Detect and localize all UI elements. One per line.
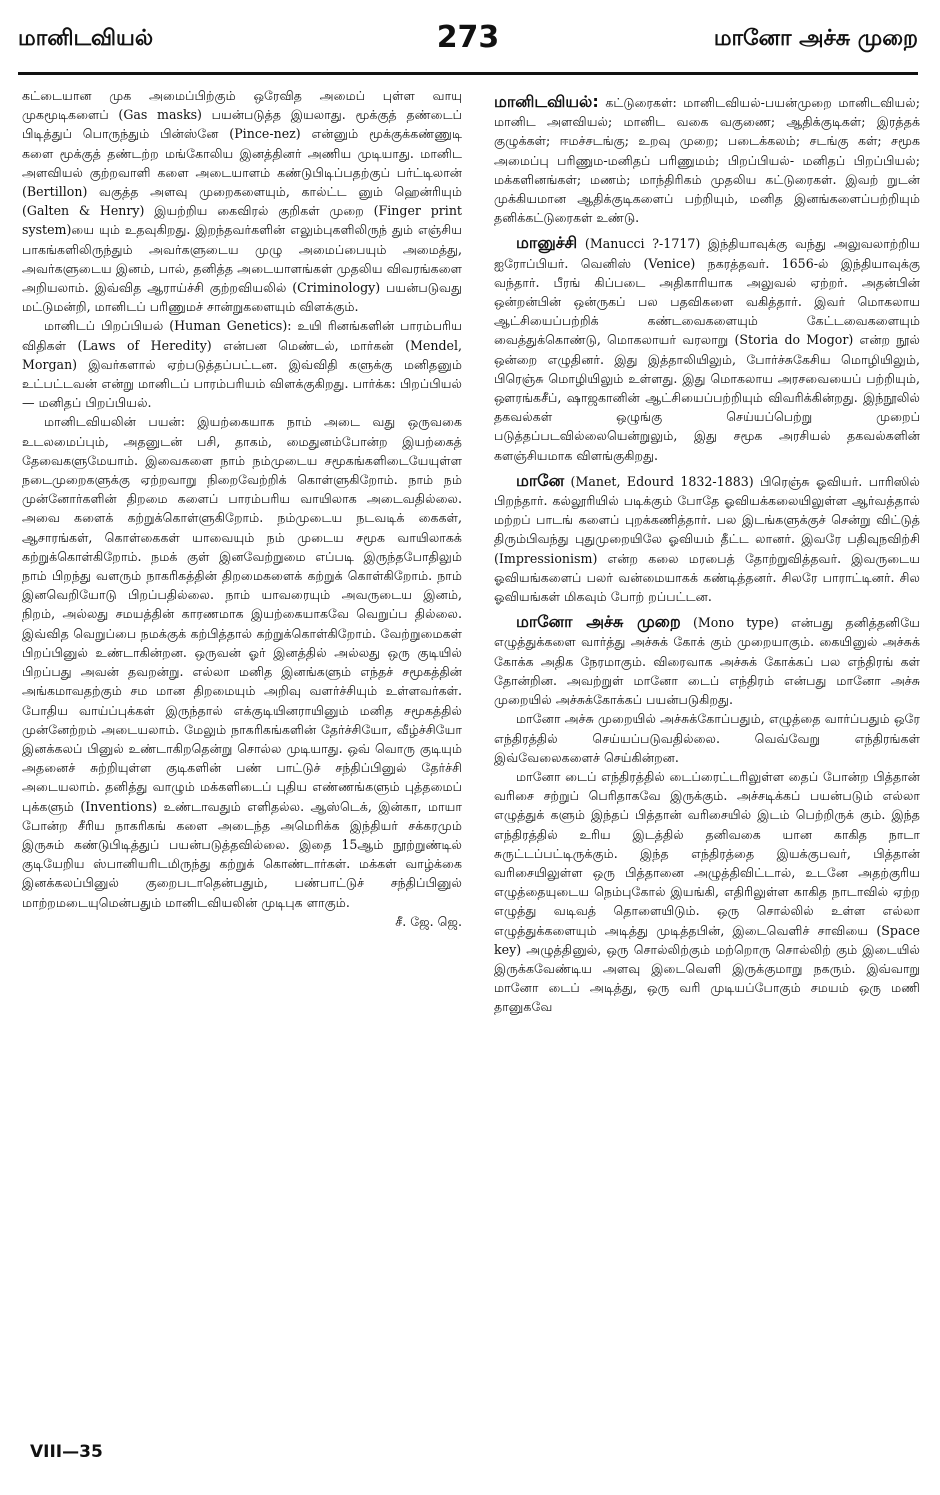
left-column (22, 86, 462, 1443)
paragraph-monotype-casting: மானோ அச்சு முறையில் அச்சுக்கோப்பதும், எழுத்தை வார்ப்பதும் ஒரே எந்திரத்தில் செய்யப்படுவதில்லை. வெவ்வேறு எந்திரங்கள் இவ்வேலைகளைச் செய்கின்றன. (494, 711, 920, 765)
entry-body: (Mono type) என்பது தனித்தனியே எழுத்துக்களை வார்த்து அச்சுக் கோக் கும் முறையாகும். கையினுல் அச்சுக் கோக்க அதிக நேரமாகும். விரைவாக அச்சுக் கோக்கப் பல எந்திரங் கள் தோன்றின. அவற்றுள் மானோ டைப் எந்திரம் என்பது மானோ அச்சு முறையில் அச்சுக்கோக்கப் பயன்படுகிறது. (494, 615, 920, 708)
right-column (494, 86, 920, 1443)
entry-manet (494, 471, 920, 606)
running-head-right: மானோ அச்சு முறை (713, 26, 918, 51)
paragraph-uses-of-anthropology: மானிடவியலின் பயன்: இயற்கையாக நாம் அடை வது ஒருவகை உடலமைப்பும், அதனுடன் பசி, தாகம், மைதுனம்போன்ற இயற்கைத் தேவைகளுமேயாம். இவைகளை நாம் நம்முடைய சமூகங்களிடையேயுள்ள நடைமுறைகளுக்கு ஏற்றவாறு நிறைவேற்றிக் கொள்ளுகிறோம். நாம் நம் முன்னோர்களின் திறமை களைப் பாரம்பரிய வாயிலாக அடைவதில்லை. அவை களைக் கற்றுக்கொள்ளுகிறோம். நம்முடைய நடவடிக் கைகள், ஆசாரங்கள், கொள்கைகள் யாவையும் நம் முடைய சமூக வாயிலாகக் கற்றுக்கொள்கிறோம். நமக் குள் இனவேற்றுமை எப்படி இருந்தபோதிலும் நாம் பிறந்து வளரும் நாகரிகத்தின் திறமைகளைக் கற்றுக் கொள்கிறோம். நாம் இனவெறியோடு பிறப்பதில்லை. நாம் யாவரையும் அவருடைய இனம், நிறம், அல்லது சமயத்தின் காரணமாக இயற்கையாகவே வெறுப்ப தில்லை. இவ்வித வெறுப்பை நமக்குக் கற்பித்தால் கற்றுக்கொள்கிறோம். வேற்றுமைகள் பிறப்பினுல் உண்டாகின்றன. ஒருவன் ஓர் இனத்தில் அல்லது ஒரு குடியில் பிறப்பது அவன் தவறன்று. எல்லா மனித இனங்களும் எந்தச் சமூகத்தின் அங்கமாவதற்கும் சம மான திறமையும் அறிவு வளர்ச்சியும் உள்ளவர்கள். போதிய வாய்ப்புக்கள் இருந்தால் எக்குடியினராயினும் மனித சமூகத்தில் முன்னேற்றம் அடையலாம். மேலும் நாகரிகங்களின் தேர்ச்சியோ, வீழ்ச்சியோ இனக்கலப் பினுல் உண்டாகிறதென்று சொல்ல முடியாது. ஒவ் வொரு குடியும் அதனைச் சுற்றியுள்ள குடிகளின் பண் பாட்டுச் சந்திப்பினுல் தேர்ச்சி அடையலாம். தனித்து வாழும் மக்களிடைப் புதிய எண்ணங்களும் புத்தமைப் புக்களும் (Inventions) உண்டாவதும் எளிதல்ல. ஆஸ்டெக், இன்கா, மாயா போன்ற சீரிய நாகரிகங் களை அடைந்த அமெரிக்க இந்தியர் சக்கரமும் இருசும் கண்டுபிடித்துப் பயன்படுத்தவில்லை. இதை 15ஆம் நூற்றுண்டில் குடியேறிய ஸ்பானியரிடமிருந்து கற்றுக் கொண்டார்கள். மக்கள் வாழ்க்கை இனக்கலப்பினுல் குறைபடாதென்பதும், பண்பாட்டுச் சந்திப்பினுல் மாற்றமடையுமென்பதும் மானிடவியலின் முடிபுக ளாகும். (22, 414, 462, 910)
paragraph-human-genetics: மானிடப் பிறப்பியல் (Human Genetics): உயி ரினங்களின் பாரம்பரிய விதிகள் (Laws of Heredity) என்பன மெண்டல், மார்கன் (Mendel, Morgan) இவர்களால் ஏற்படுத்தப்பட்டன. இவ்விதி களுக்கு மனிதனும் உட்பட்டவன் என்று மானிடப் பாரம்பரியம் விளக்குகிறது. பார்க்க: பிறப்பியல்— மனிதப் பிறப்பியல். (22, 318, 462, 411)
entry-title: மானுச்சி (516, 233, 578, 253)
page-number: 273 (436, 20, 500, 55)
entry-monotype (494, 612, 920, 709)
entry-manucci (494, 233, 920, 464)
entry-title: மானே (516, 470, 565, 490)
entry-title: மானிடவியல்: (494, 92, 599, 111)
entry-body: கட்டுரைகள்: மானிடவியல்-பயன்முறை மானிடவியல்; மானிட அளவியல்; மானிட வகை வகுணை; ஆதிக்குடிகள்; இரத்தக் குழுக்கள்; ஈமச்சடங்கு; உறவு முறை; படைக்கலம்; சடங்கு கள்; சமூக அமைப்பு பரிணும-மனிதப் பரிணுமம்; பிறப்பியல்- மனிதப் பிறப்பியல்; மக்களினங்கள்; மணம்; மாந்திரிகம் முதலிய கட்டுரைகள். இவற் றுடன் முக்கியமான ஆதிக்குடிகளைப் பற்றியும், மனித இனங்களைப்பற்றியும் தனிக்கட்டுரைகள் உண்டு. (494, 95, 920, 226)
entry-anthropology-articles (494, 92, 920, 227)
entry-title: மானோ அச்சு முறை (516, 612, 681, 632)
entry-body: (Manet, Edourd 1832-1883) பிரெஞ்சு ஓவியர். பாரிஸில் பிறந்தார். கல்லூரியில் படிக்கும் போதே ஓவியக்கலையிலுள்ள ஆர்வத்தால் மற்றப் பாடங் களைப் புறக்கணித்தார். பல இடங்களுக்குச் சென்று விட்டுத் திரும்பிவந்து புதுமுறையிலே ஓவியம் தீட்ட லானர். இவரே பதிவுநவிற்சி (Impressionism) என்ற கலை மரபைத் தோற்றுவித்தவர். இவருடைய ஓவியங்களைப் பலர் வன்மையாகக் கண்டித்தனர். சிலரே பாராட்டினர். சில ஓவியங்கள் மிகவும் போற் றப்பட்டன. (494, 473, 920, 605)
page-header (18, 12, 918, 75)
paragraph-anthropometry: கட்டையான முக அமைப்பிற்கும் ஒரேவித அமைப் புள்ள வாயு முகமூடிகளைப் (Gas masks) பயன்படுத்த இயலாது. மூக்குத் தண்டைப் பிடித்துப் பொருந்தும் பின்ஸ்னே (Pince-nez) என்னும் மூக்குக்கண்ணுடி களை மூக்குத் தண்டற்ற மங்கோலிய இனத்தினர் அணிய முடியாது. மானிட அளவியல் குற்றவாளி களை அடையாளம் கண்டுபிடிப்பதற்குப் பர்ட்டிலான் (Bertillon) வகுத்த அளவு முறைகளையும், கால்ட்ட னும் ஹென்ரியும் (Galten & Henry) இயற்றிய கைவிரல் குறிகள் முறை (Finger print system)யை யும் உதவுகிறது. இறந்தவர்களின் எலும்புகளிலிருந் தும் எஞ்சிய பாகங்களிலிருந்தும் அவர்களுடைய முழு அமைப்பையும் அமைத்து, அவர்களுடைய இனம், பால், தனித்த அடையாளங்கள் முதலிய விவரங்களை அறியலாம். இவ்வித ஆராய்ச்சி குற்றவியலில் (Criminology) பயன்படுவது மட்டுமன்றி, மானிடப் பரிணுமச் சான்றுகளையும் விளக்கும். (22, 88, 462, 315)
author-signature: சீ. ஜே. ஜெ. (395, 913, 462, 929)
paragraph-monotype-keyboard: மானோ டைப் எந்திரத்தில் டைப்ரைட்டரிலுள்ள தைப் போன்ற பித்தான் வரிசை சற்றுப் பெரிதாகவே இருக்கும். அச்சடிக்கப் பயன்படும் எல்லா எழுத்துக் களும் இந்தப் பித்தான் வரிசையில் இடம் பெற்றிருக் கும். இந்த எந்திரத்தில் உரிய இடத்தில் தனிவகை யான காகித நாடா சுருட்டப்பட்டிருக்கும். இந்த எந்திரத்தை இயக்குபவர், பித்தான் வரிசையிலுள்ள ஒரு பித்தானை அழுத்திவிட்டால், உடனே அதற்குரிய எழுத்தையுடைய நெம்புகோல் இயங்கி, எதிரிலுள்ள காகித நாடாவில் ஏற்ற எழுத்து வடிவத் தொளையிடும். ஒரு சொல்லில் உள்ள எல்லா எழுத்துக்களையும் அடித்து முடித்தபின், இடைவெளிச் சாவியை (Space key) அழுத்தினுல், ஒரு சொல்லிற்கும் மற்றொரு சொல்லிற் கும் இடையில் இருக்கவேண்டிய அளவு இடைவெளி இருக்குமாறு நகரும். இவ்வாறு மானோ டைப் அடித்து, ஒரு வரி முடியப்போகும் சமயம் ஒரு மணி தானுகவே (494, 768, 920, 1015)
entry-body: (Manucci ?-1717) இந்தியாவுக்கு வந்து அலுவலாற்றிய ஐரோப்பியர். வெனிஸ் (Venice) நகரத்தவர். 1656-ல் இந்தியாவுக்கு வந்தார். பீரங் கிப்படை அதிகாரியாக அலுவல் ஏற்றர். அதன்பின் ஒன்றன்பின் ஒன்ருகப் பல பதவிகளை வகித்தார். இவர் மொகலாய ஆட்சியைப்பற்றிக் கண்டவைகளையும் கேட்டவைகளையும் வைத்துக்கொண்டு, மொகலாயர் வரலாறு (Storia do Mogor) என்ற நூல் ஒன்றை எழுதினர். இது இத்தாலியிலும், போர்ச்சுகேசிய மொழியிலும், பிரெஞ்சு மொழியிலும் உள்ளது. இது மொகலாய அரசவையைப் பற்றியும், ஔரங்கசீப், ஷாஜகானின் ஆட்சியைப்பற்றியும் விவரிக்கின்றது. இந்நூலில் தகவல்கள் ஒழுங்கு செய்யப்பெற்று முறைப் படுத்தப்படவில்லையென்றுலும், இது சமூக அரசியல் தகவல்களின் களஞ்சியமாக விளங்குகிறது. (494, 236, 920, 463)
running-head-left: மானிடவியல் (18, 26, 154, 51)
volume-page-marker: VIII—35 (30, 1442, 103, 1462)
